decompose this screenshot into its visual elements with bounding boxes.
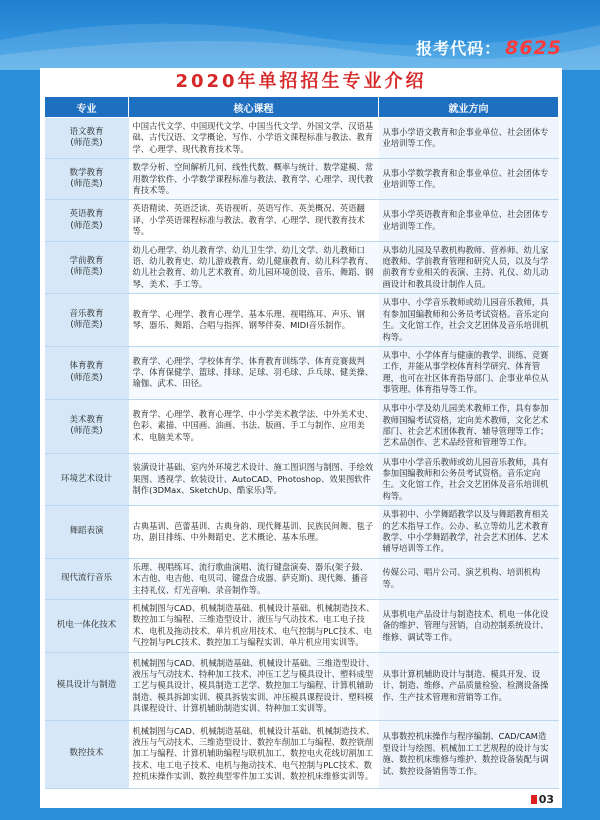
page-title: 2020年单招招生专业介绍 <box>175 71 427 92</box>
content-page <box>40 68 562 808</box>
page-number-text: 03 <box>538 793 554 806</box>
major-cell: 体育教育 (师范类) <box>45 346 129 399</box>
table-row <box>45 118 559 159</box>
major-table-wrap <box>44 96 558 789</box>
courses-cell: 机械制图与CAD、机械制造基础、机械设计基础、机械制造技术、液压与气动技术、三维造型设计、数控车削加工与编程、数控铣削加工与编程、计算机辅助编程与联机加工、数控电火花线切割加工技术、电工电子技术、电机与拖动技术、电气控制与PLC技术、数控机床操作实训、数控典型零件加工实训、数控机床维修实训等。 <box>129 720 379 788</box>
career-cell: 从事初中、小学舞蹈教学以及与舞蹈教育相关的艺术指导工作。公办、私立等幼儿艺术教育教学、中小学舞蹈教学，社会艺术团体、艺术辅导培训等工作。 <box>379 506 559 559</box>
major-cell: 现代流行音乐 <box>45 558 129 599</box>
career-cell: 从事小学语文教育和企事业单位、社会团体专业培训等工作。 <box>379 118 559 159</box>
courses-cell: 英语精读、英语泛读、英语视听、英语写作、英美概况、英语翻译、小学英语课程标准与教法、教育学、心理学、现代教育技术等。 <box>129 200 379 241</box>
courses-cell: 古典基训、芭蕾基训、古典身韵、现代舞基训、民族民间舞、毯子功、剧目排练、中外舞蹈史、艺术概论、基本乐理。 <box>129 506 379 559</box>
table-body <box>45 118 559 789</box>
courses-cell: 数学分析、空间解析几何、线性代数、概率与统计、数学建模、常用数学软件、小学数学课程标准与教法、教育学、心理学、现代教育技术等。 <box>129 159 379 200</box>
major-cell: 音乐教育 (师范类) <box>45 294 129 347</box>
table-row <box>45 294 559 347</box>
career-cell: 从事中小学音乐教师或幼儿园音乐教师，具有参加国编教师和公务员考试资格。音乐定向生。文化馆工作，社会文艺团体及音乐培训机构等。 <box>379 453 559 506</box>
table-row <box>45 159 559 200</box>
career-cell: 从事中、小学音乐教师或幼儿园音乐教师，具有参加国编教师和公务员考试资格。音乐定向生。文化馆工作，社会文艺团体及音乐培训机构等。 <box>379 294 559 347</box>
header-major: 专业 <box>45 97 129 118</box>
courses-cell: 教育学、心理学、教育心理学、基本乐理、视唱练耳、声乐、钢琴、器乐、舞蹈、合唱与指挥、钢琴伴奏、MIDI音乐制作。 <box>129 294 379 347</box>
career-cell: 从事机电产品设计与制造技术、机电一体化设备的维护、管理与营销，自动控制系统设计、维修、调试等工作。 <box>379 600 559 653</box>
exam-code <box>416 36 562 59</box>
career-cell: 传媒公司、唱片公司、演艺机构、培训机构等。 <box>379 558 559 599</box>
major-cell: 语文教育 (师范类) <box>45 118 129 159</box>
courses-cell: 装潢设计基础、室内外环境艺术设计、施工图识图与制图、手绘效果图、透视学、软装设计、AutoCAD、Photoshop、效果图软件制作(3DMax、SketchUp、酷家乐)等。 <box>129 453 379 506</box>
career-cell: 从事数控机床操作与程序编制、CAD/CAM造型设计与绘图、机械加工工艺规程的设计与实施、数控机床维修与维护、数控设备装配与调试、数控设备销售等工作。 <box>379 720 559 788</box>
courses-cell: 机械制图与CAD、机械制造基础、机械设计基础、机械制造技术、数控加工与编程、三维造型设计、液压与气动技术、电工电子技术、电机及拖动技术、单片机应用技术、电气控制与PLC技术、电气控制与PLC技术、数控加工与编程实训、单片机应用实训等。 <box>129 600 379 653</box>
career-cell: 从事中小学及幼儿园美术教师工作，具有参加教师国编考试资格，定向美术教师，文化艺术部门、社会艺术团体教育、辅导管理等工作；艺术品创作、艺术品经营和管理等工作。 <box>379 399 559 453</box>
courses-cell: 教育学、心理学、教育心理学、中小学美术教学法、中外美术史、色彩、素描、中国画、油画、书法、版画、手工与制作、应用美术、电脑美术等。 <box>129 399 379 453</box>
table-row <box>45 506 559 559</box>
table-row <box>45 241 559 294</box>
table-row <box>45 200 559 241</box>
major-cell: 英语教育 (师范类) <box>45 200 129 241</box>
courses-cell: 幼儿心理学、幼儿教育学、幼儿卫生学、幼儿文学、幼儿教师口语、幼儿教育史、幼儿游戏教育、幼儿健康教育、幼儿科学教育、幼儿社会教育、幼儿艺术教育、幼儿园环境创设、音乐、舞蹈、钢琴、美术、手工等。 <box>129 241 379 294</box>
major-cell: 数控技术 <box>45 720 129 788</box>
major-cell: 舞蹈表演 <box>45 506 129 559</box>
major-cell: 环境艺术设计 <box>45 453 129 506</box>
table-row <box>45 652 559 720</box>
table-row <box>45 558 559 599</box>
exam-code-value: 8625 <box>505 37 562 59</box>
major-cell: 机电一体化技术 <box>45 600 129 653</box>
wave-decoration <box>0 0 600 70</box>
table-row <box>45 720 559 788</box>
major-table <box>44 96 559 789</box>
table-row <box>45 600 559 653</box>
career-cell: 从事小学数学教育和企事业单位、社会团体专业培训等工作。 <box>379 159 559 200</box>
major-cell: 数学教育 (师范类) <box>45 159 129 200</box>
table-row <box>45 346 559 399</box>
header-courses: 核心课程 <box>129 97 379 118</box>
exam-code-label: 报考代码： <box>416 39 502 58</box>
header-career: 就业方向 <box>379 97 559 118</box>
career-cell: 从事计算机辅助设计与制造、模具开发、设计、制造、维修、产品质量检验、检测设备操作、生产技术管理和营销等工作。 <box>379 652 559 720</box>
table-row <box>45 453 559 506</box>
page-number <box>531 793 554 806</box>
major-cell: 美术教育 (师范类) <box>45 399 129 453</box>
table-row <box>45 399 559 453</box>
courses-cell: 机械制图与CAD、机械制造基础、机械设计基础、三维造型设计、液压与气动技术、特种加工技术、冲压工艺与模具设计、塑料成型工艺与模具设计、模具制造工艺学、数控加工与编程、计算机辅助制造、模具拆卸实训、模具拆装实训、冲压模具课程设计、塑料模具课程设计、计算机辅助制造实训、特种加工实训等。 <box>129 652 379 720</box>
footer-band <box>0 808 600 820</box>
major-cell: 学前教育 (师范类) <box>45 241 129 294</box>
courses-cell: 乐理、视唱练耳、流行歌曲演唱、流行键盘演奏、器乐(架子鼓、木吉他、电吉他、电贝司、键盘合成器、萨克斯)、现代舞、播音主持礼仪、灯光音响、录音制作等。 <box>129 558 379 599</box>
page-marker-icon <box>531 795 537 804</box>
career-cell: 从事中、小学体育与健康的教学、训练、竞赛工作，并能从事学校体育科学研究、体育管理，也可在社区体育指导部门、企事业单位从事管理、体育指导等工作。 <box>379 346 559 399</box>
major-cell: 模具设计与制造 <box>45 652 129 720</box>
career-cell: 从事幼儿园及早教机构教师、营养师、幼儿家庭教师、学前教育管理和研究人员，以及与学前教育专业相关的表演、主持、礼仪、幼儿动画设计和教具设计制作人员。 <box>379 241 559 294</box>
courses-cell: 教育学、心理学、学校体育学、体育教育训练学、体育竞赛裁判学、体育保健学、篮球、排球、足球、羽毛球、乒乓球、健美操、瑜伽、武术、田径。 <box>129 346 379 399</box>
career-cell: 从事小学英语教育和企事业单位、社会团体专业培训等工作。 <box>379 200 559 241</box>
table-header-row <box>45 97 559 118</box>
courses-cell: 中国古代文学、中国现代文学、中国当代文学、外国文学、汉语基础、古代汉语、文学概论、写作、小学语文课程标准与教法、教育学、心理学、现代教育技术等。 <box>129 118 379 159</box>
